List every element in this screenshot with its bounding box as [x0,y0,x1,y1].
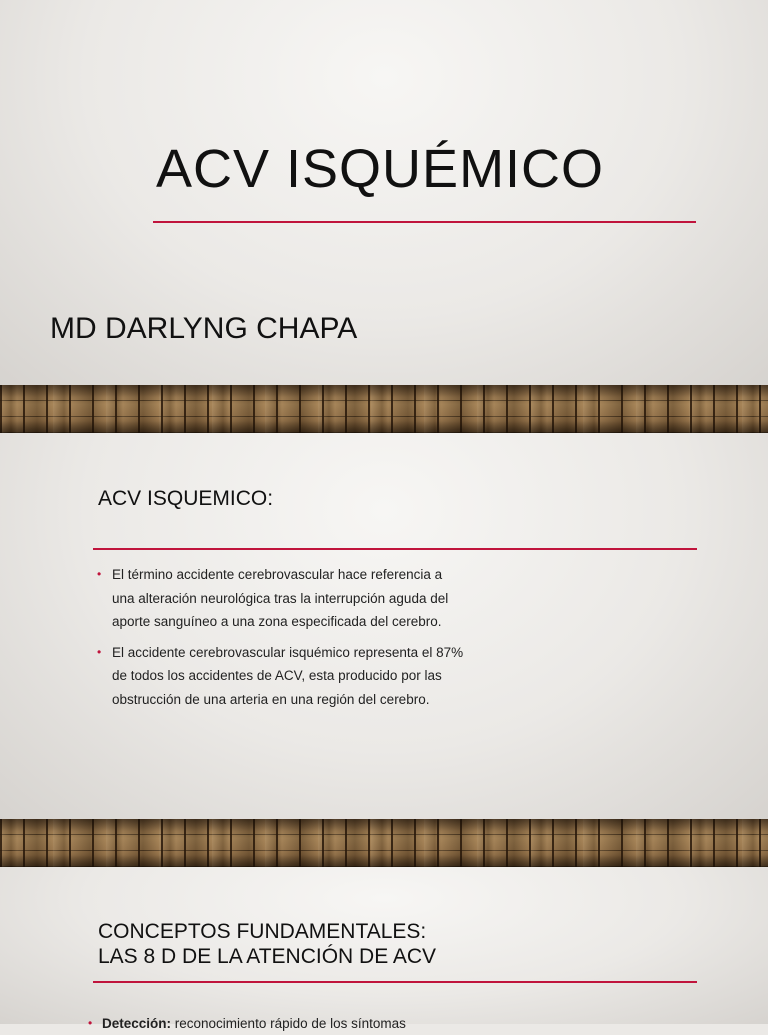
heading-divider [93,548,697,550]
list-item [97,563,467,634]
heading-divider [93,981,697,983]
author-name: MD DARLYNG CHAPA [50,312,358,345]
bullet-term: Detección: [102,1016,172,1031]
heading-line-2: LAS 8 D DE LA ATENCIÓN DE ACV [98,945,437,968]
heading-line-1: CONCEPTOS FUNDAMENTALES: [98,920,427,943]
title-slide [0,0,768,385]
bullet-text: El accidente cerebrovascular isquémico representa el 87% de todos los accidentes de ACV, esta producido por las obstrucción de una arteria en una región del cerebro. [112,644,464,707]
bullet-icon: • [88,1016,93,1030]
bullet-icon: • [97,644,102,659]
slide-heading: ACV ISQUEMICO: [98,487,274,510]
bullet-text: reconocimiento rápido de los síntomas [171,1016,406,1031]
title-divider [153,221,696,223]
bullet-icon: • [97,567,102,581]
bullet-list [97,563,467,718]
bullet-text: El término accidente cerebrovascular hace referencia a una alteración neurológica tras la interrupción aguda del aporte sanguíneo a una zona especificada del cerebro. [112,567,449,629]
slide-title: ACV ISQUÉMICO [156,139,605,199]
list-item [97,641,467,712]
slide-heading [98,919,436,969]
wood-floor-divider [0,819,768,867]
wood-floor-divider [0,385,768,433]
